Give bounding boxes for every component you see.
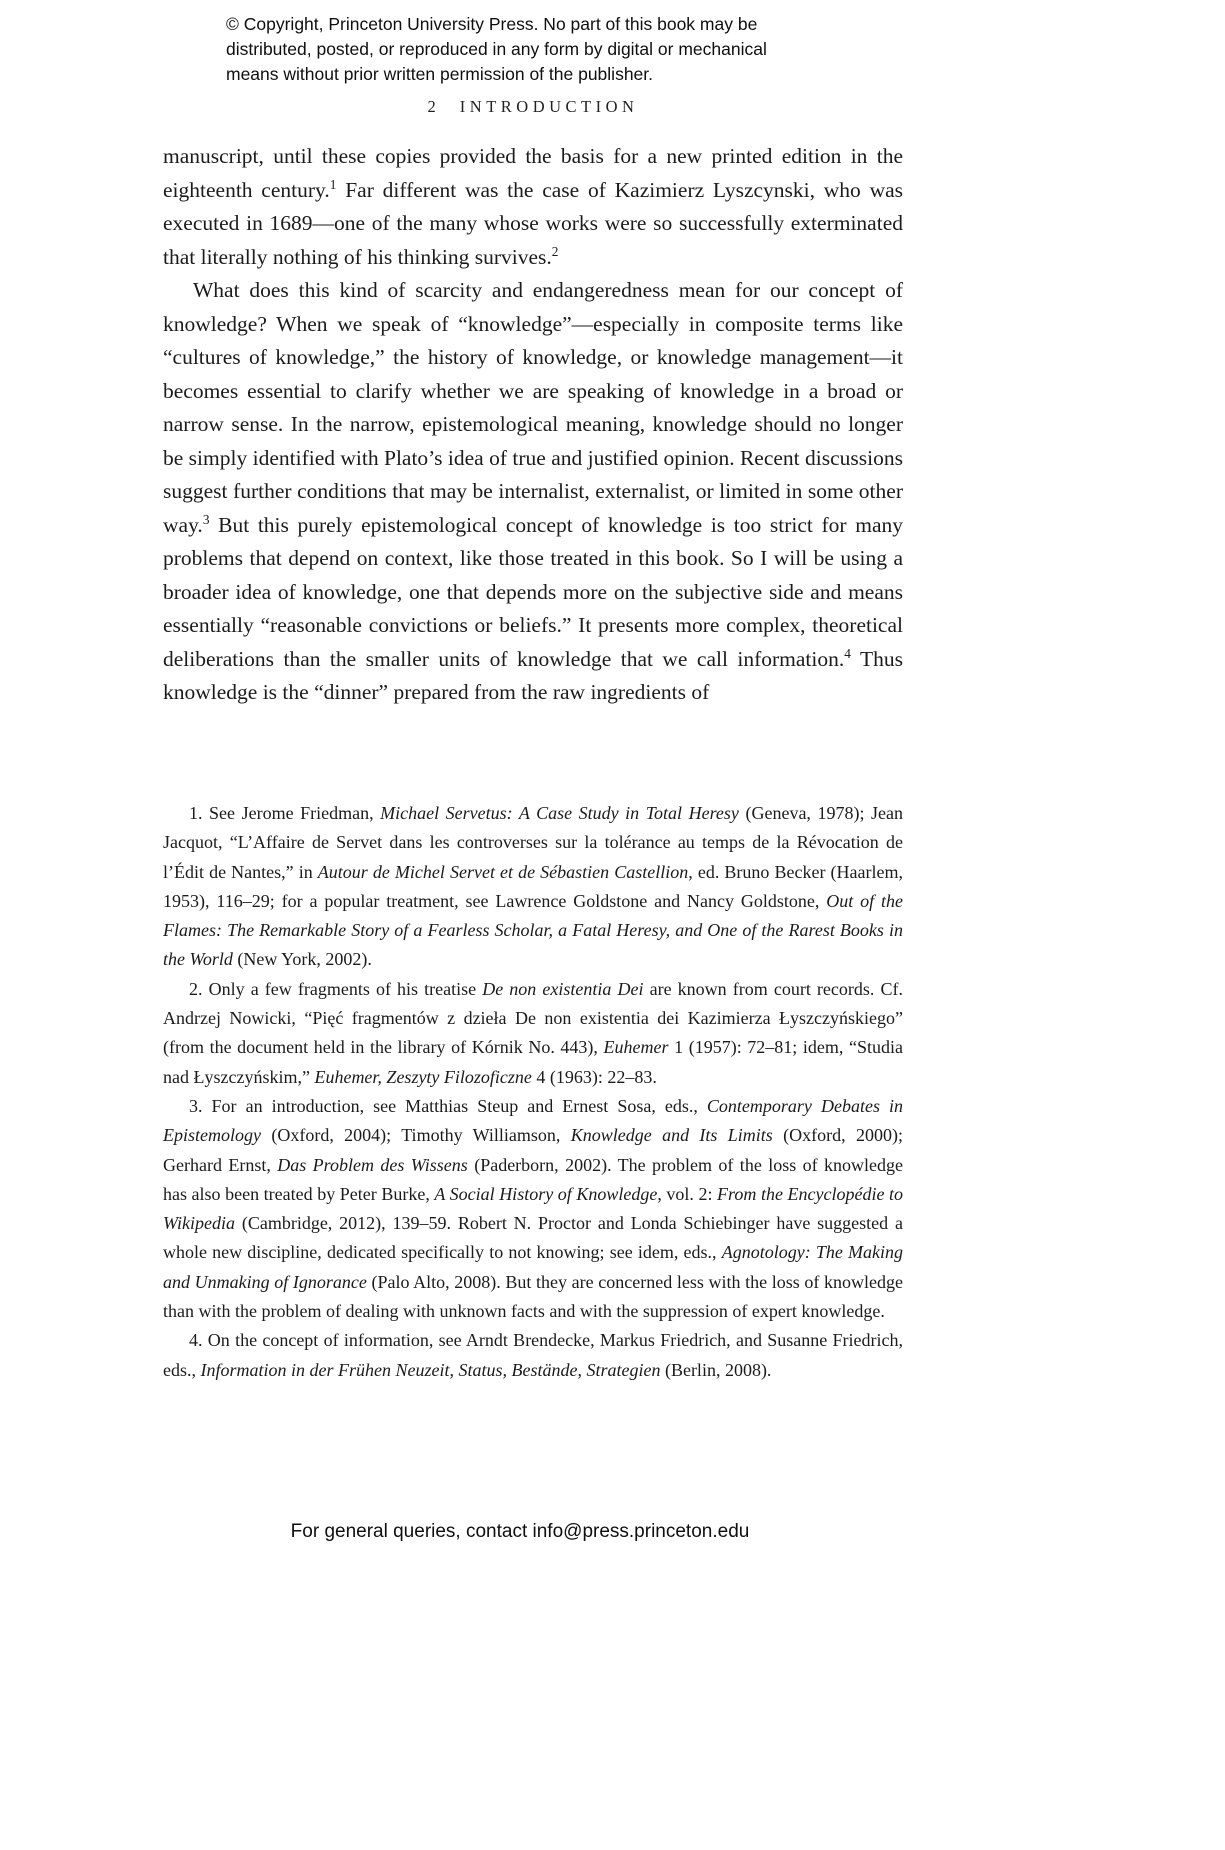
footnote-1: 1. See Jerome Friedman, Michael Servetus: A Case Study in Total Heresy (Geneva, 1978); Jean Jacquot, “L’Affaire de Servet dans les controverses sur la tolérance au temps de la Révocation de l’Édit de Nantes,” in Autour de Michel Servet et de Sébastien Castellion, ed. Bruno Becker (Haarlem, 1953), 116–29; for a popular treatment, see Lawrence Goldstone and Nancy Goldstone, Out of the Flames: The Remarkable Story of a Fearless Scholar, a Fatal Heresy, and One of the Rarest Books in the World (New York, 2002). <box>163 803 903 970</box>
page-number: 2 <box>427 97 436 116</box>
footnotes-block <box>163 799 903 1385</box>
copyright-line: means without prior written permission of the publisher. <box>226 64 654 84</box>
page-footer <box>150 1521 890 1543</box>
paragraph: manuscript, until these copies provided the basis for a new printed edition in the eighteenth century.$^1$ Far different was the case of Kazimierz Lyszcynski, who was executed in 1689—one of the many whose works were so successfully exterminated that literally nothing of his thinking survives.$^2$ <box>163 144 904 269</box>
contact-line: For general queries, contact info@press.princeton.edu <box>290 1521 750 1542</box>
paragraph: What does this kind of scarcity and endangeredness mean for our concept of knowledge? When we speak of “knowledge”—especially in composite terms like “cultures of knowledge,” the history of knowledge, or knowledge management—it becomes essential to clarify whether we are speaking of knowledge in a broad or narrow sense. In the narrow, epistemological meaning, knowledge should no longer be simply identified with Plato’s idea of true and justified opinion. Recent discussions suggest further conditions that may be internalist, externalist, or limited in some other way.$^3$ But this purely epistemological concept of knowledge is too strict for many problems that depend on context, like those treated in this book. So I will be using a broader idea of knowledge, one that depends more on the subjective side and means essentially “reasonable convictions or beliefs.” It presents more complex, theoretical deliberations than the smaller units of knowledge that we call information.$^4$ Thus knowledge is the “dinner” prepared from the raw ingredients of <box>163 278 903 704</box>
body-text <box>163 140 903 710</box>
copyright-line: distributed, posted, or reproduced in any form by digital or mechanical <box>226 39 767 59</box>
footnote-2: 2. Only a few fragments of his treatise De non existentia Dei are known from court records. Cf. Andrzej Nowicki, “Pięć fragmentów z dzieła De non existentia dei Kazimierza Łyszczyńskiego” (from the document held in the library of Kórnik No. 443), Euhemer 1 (1957): 72–81; idem, “Studia nad Łyszczyńskim,” Euhemer, Zeszyty Filozoficzne 4 (1963): 22–83. <box>163 978 903 1087</box>
copyright-notice <box>226 12 866 87</box>
footnote-4: 4. On the concept of information, see Arndt Brendecke, Markus Friedrich, and Susanne Friedrich, eds., Information in der Frühen Neuzeit, Status, Bestände, Strategien (Berlin, 2008). <box>163 1330 903 1380</box>
running-header <box>163 97 903 117</box>
footnote-3: 3. For an introduction, see Matthias Steup and Ernest Sosa, eds., Contemporary Debates in Epistemology (Oxford, 2004); Timothy Williamson, Knowledge and Its Limits (Oxford, 2000); Gerhard Ernst, Das Problem des Wissens (Paderborn, 2002). The problem of the loss of knowledge has also been treated by Peter Burke, A Social History of Knowledge, vol. 2: From the Encyclopédie to Wikipedia (Cambridge, 2012), 139–59. Robert N. Proctor and Londa Schiebinger have suggested a whole new discipline, dedicated specifically to not knowing; see idem, eds., Agnotology: The Making and Unmaking of Ignorance (Palo Alto, 2008). But they are concerned less with the loss of knowledge than with the problem of dealing with unknown facts and with the suppression of expert knowledge. <box>163 1095 904 1322</box>
copyright-line: © Copyright, Princeton University Press. No part of this book may be <box>226 14 758 34</box>
section-title: INTRODUCTION <box>459 97 639 116</box>
